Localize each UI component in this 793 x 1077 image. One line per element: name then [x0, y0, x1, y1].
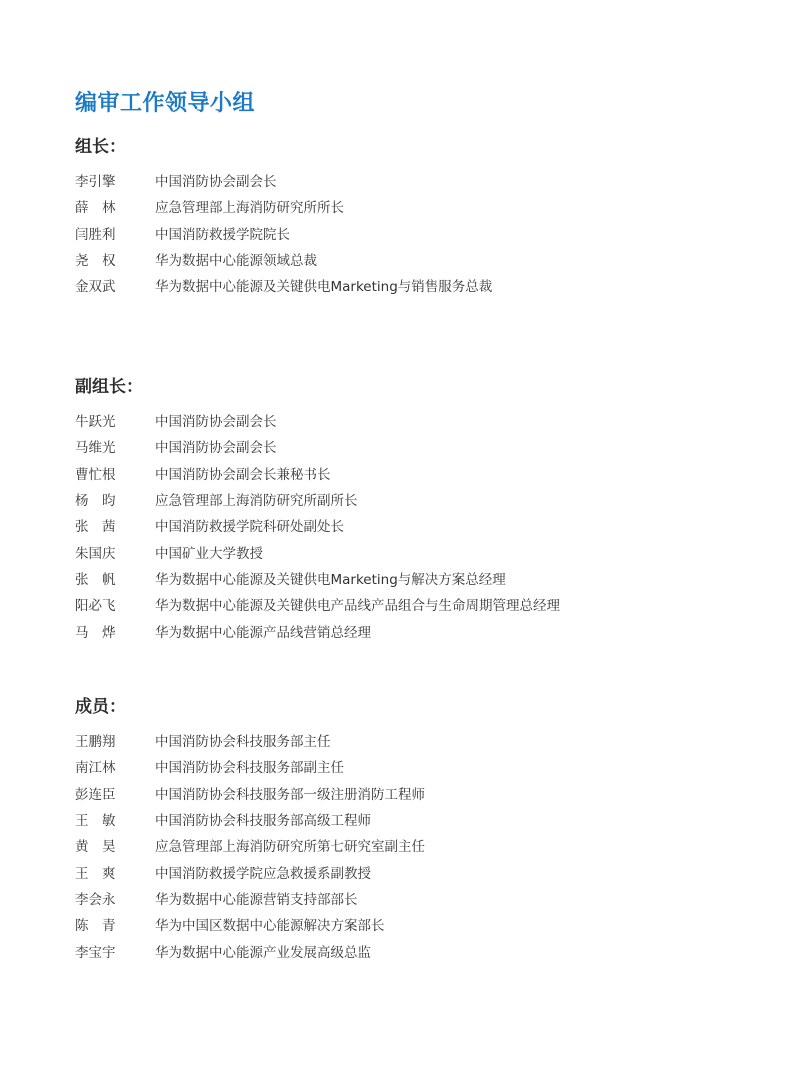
page-title: 编审工作领导小组	[75, 91, 256, 116]
member-name: 薛 林	[75, 200, 116, 217]
member-role: 应急管理部上海消防研究所所长	[155, 200, 344, 217]
member-role: 华为数据中心能源产业发展高级总监	[155, 944, 371, 961]
section-heading: 副组长：	[75, 377, 143, 397]
member-role: 中国消防协会科技服务部高级工程师	[155, 813, 371, 830]
list-item	[75, 512, 560, 538]
member-name: 李宝宇	[75, 944, 116, 961]
member-name: 金双武	[75, 279, 116, 296]
member-name: 王 爽	[75, 865, 116, 882]
member-role: 华为数据中心能源产品线营销总经理	[155, 624, 371, 641]
member-role: 应急管理部上海消防研究所第七研究室副主任	[155, 839, 425, 856]
member-role: 华为数据中心能源及关键供电产品线产品组合与生命周期管理总经理	[155, 598, 560, 615]
member-role: 中国矿业大学教授	[155, 545, 263, 562]
section-heading: 组长：	[75, 137, 126, 157]
list-item	[75, 832, 425, 858]
section-leaders	[75, 134, 492, 298]
member-name: 马维光	[75, 440, 116, 457]
member-role: 中国消防协会副会长	[155, 414, 277, 431]
member-role: 中国消防协会科技服务部副主任	[155, 760, 344, 777]
list-item	[75, 246, 492, 272]
list-item	[75, 911, 425, 937]
member-name: 曹忙根	[75, 466, 116, 483]
member-name: 朱国庆	[75, 545, 116, 562]
member-name: 张 茜	[75, 519, 116, 536]
list-item	[75, 937, 425, 963]
list-item	[75, 753, 425, 779]
member-role: 中国消防协会副会长	[155, 440, 277, 457]
member-role: 中国消防协会副会长兼秘书长	[155, 466, 331, 483]
list-item	[75, 538, 560, 564]
list-item	[75, 591, 560, 617]
section-members	[75, 694, 425, 964]
section-heading: 成员：	[75, 697, 126, 717]
list-item	[75, 460, 560, 486]
member-name: 王 敏	[75, 813, 116, 830]
list-item	[75, 806, 425, 832]
list-item	[75, 433, 560, 459]
member-role: 华为中国区数据中心能源解决方案部长	[155, 918, 385, 935]
member-name: 阳必飞	[75, 598, 116, 615]
list-item	[75, 565, 560, 591]
member-name: 牛跃光	[75, 414, 116, 431]
member-name: 彭连臣	[75, 786, 116, 803]
member-role: 中国消防救援学院应急救援系副教授	[155, 865, 371, 882]
member-role: 华为数据中心能源营销支持部部长	[155, 891, 358, 908]
member-name: 黄 昊	[75, 839, 116, 856]
member-name: 李引擎	[75, 174, 116, 191]
list-item	[75, 885, 425, 911]
list-item	[75, 407, 560, 433]
member-name: 闫胜利	[75, 226, 116, 243]
list-item	[75, 193, 492, 219]
section-deputy-leaders	[75, 374, 560, 644]
member-role: 中国消防协会副会长	[155, 174, 277, 191]
member-name: 陈 青	[75, 918, 116, 935]
list-item	[75, 167, 492, 193]
list-item	[75, 272, 492, 298]
member-name: 尧 权	[75, 253, 116, 270]
list-item	[75, 486, 560, 512]
list-item	[75, 617, 560, 643]
member-name: 南江林	[75, 760, 116, 777]
member-name: 杨 昀	[75, 493, 116, 510]
member-name: 李会永	[75, 891, 116, 908]
member-role: 华为数据中心能源领域总裁	[155, 253, 317, 270]
member-role: 中国消防救援学院科研处副处长	[155, 519, 344, 536]
list-item	[75, 727, 425, 753]
member-role: 中国消防协会科技服务部一级注册消防工程师	[155, 786, 425, 803]
list-item	[75, 858, 425, 884]
member-name: 王鹏翔	[75, 734, 116, 751]
member-role: 应急管理部上海消防研究所副所长	[155, 493, 358, 510]
list-item	[75, 780, 425, 806]
member-role: 华为数据中心能源及关键供电Marketing与解决方案总经理	[155, 571, 506, 588]
list-item	[75, 220, 492, 246]
member-role: 中国消防救援学院院长	[155, 226, 290, 243]
member-name: 马 烨	[75, 624, 116, 641]
member-role: 中国消防协会科技服务部主任	[155, 734, 331, 751]
member-name: 张 帆	[75, 571, 116, 588]
member-role: 华为数据中心能源及关键供电Marketing与销售服务总裁	[155, 279, 493, 296]
